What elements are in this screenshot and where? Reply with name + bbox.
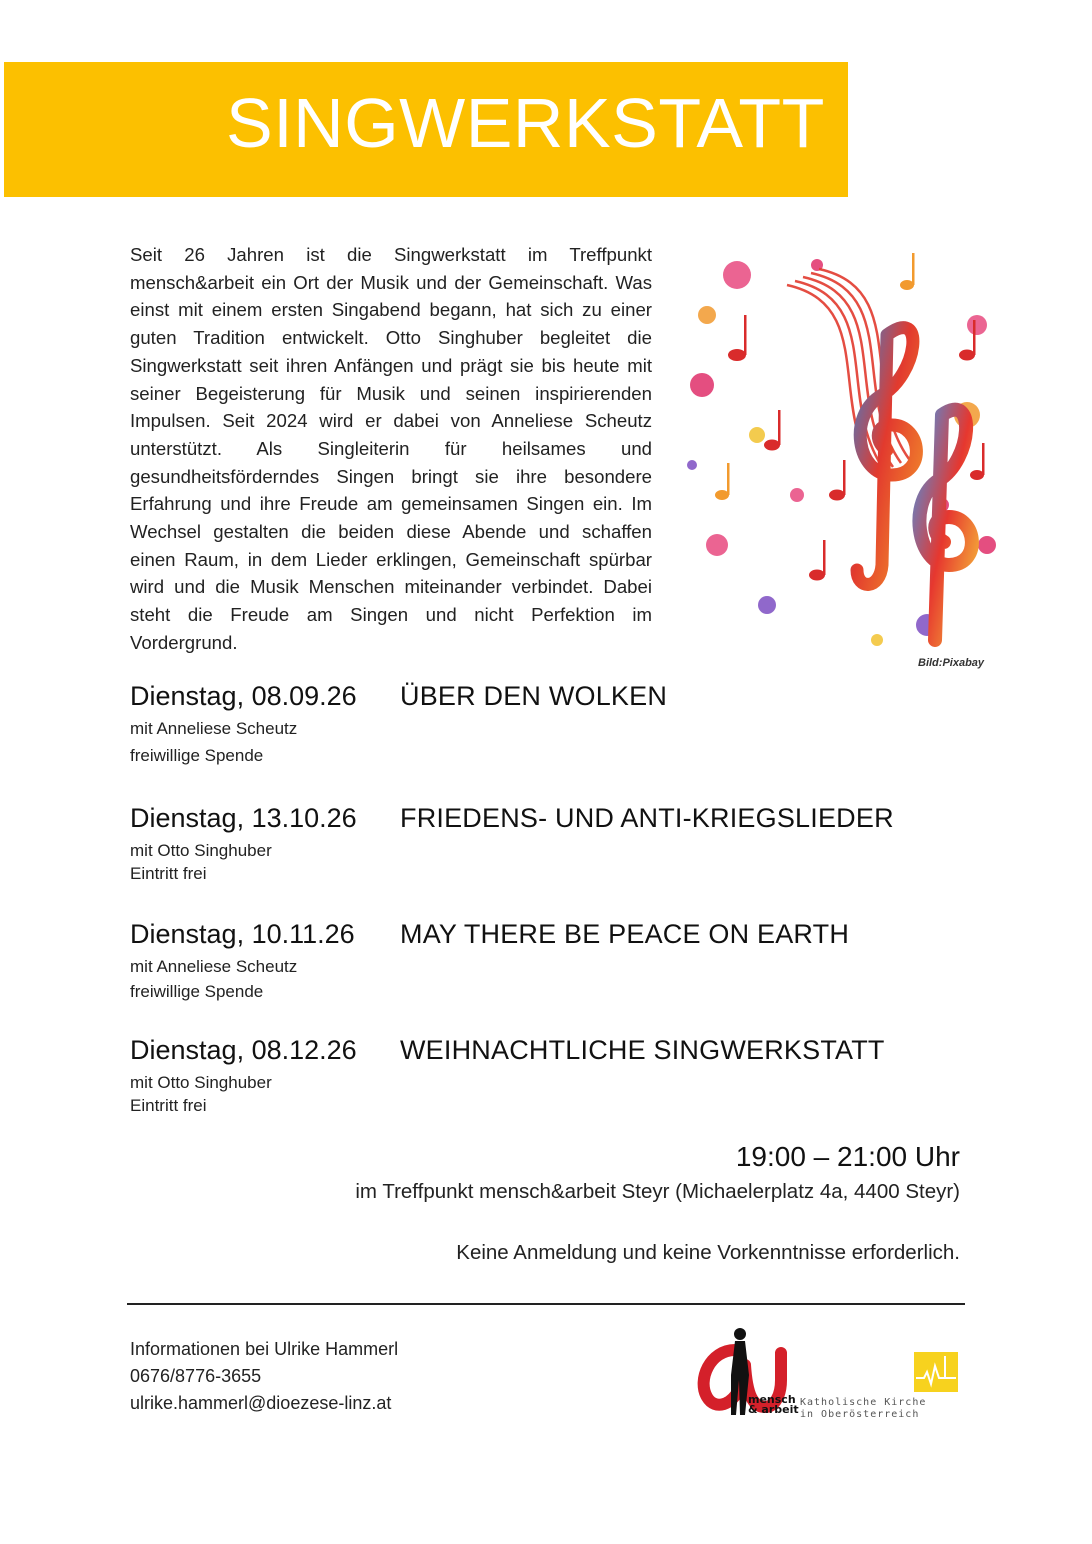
event-leader: mit Anneliese Scheutz (130, 957, 298, 976)
divider (127, 1303, 965, 1305)
page-title: SINGWERKSTATT (226, 84, 825, 162)
event-item (130, 1035, 990, 1116)
event-date: Dienstag, 10.11.26 (130, 919, 355, 949)
image-credit: Bild:Pixabay (918, 657, 985, 669)
event-fee: Eintritt frei (130, 1096, 207, 1115)
event-date: Dienstag, 13.10.26 (130, 803, 357, 833)
event-title: ÜBER DEN WOLKEN (400, 681, 668, 711)
treble-clef-music-notes-illustration (677, 245, 999, 650)
event-item (130, 803, 990, 884)
katholische-kirche-logo (914, 1352, 958, 1392)
event-fee: freiwillige Spende (130, 982, 264, 1001)
event-time: 19:00 – 21:00 Uhr (735, 1141, 960, 1172)
event-leader: mit Otto Singhuber (130, 1073, 272, 1092)
mensch-arbeit-wordmark: mensch & arbeit (748, 1393, 799, 1416)
event-leader: mit Anneliese Scheutz (130, 719, 298, 738)
contact-email[interactable]: ulrike.hammerl@dioezese-linz.at (130, 1393, 392, 1413)
event-title: MAY THERE BE PEACE ON EARTH (400, 919, 850, 949)
event-date: Dienstag, 08.12.26 (130, 1035, 357, 1065)
event-title: FRIEDENS- UND ANTI-KRIEGSLIEDER (400, 803, 894, 833)
event-title: WEIHNACHTLICHE SINGWERKSTATT (400, 1035, 885, 1065)
event-fee: Eintritt frei (130, 864, 207, 883)
event-leader: mit Otto Singhuber (130, 841, 272, 860)
contact-phone: 0676/8776-3655 (130, 1366, 262, 1386)
contact-block (130, 1336, 398, 1417)
contact-label: Informationen bei Ulrike Hammerl (130, 1339, 399, 1359)
event-item (130, 919, 990, 1002)
registration-note: Keine Anmeldung und keine Vorkenntnisse erforderlich. (456, 1241, 960, 1264)
event-fee: freiwillige Spende (130, 746, 264, 765)
event-venue: im Treffpunkt mensch&arbeit Steyr (Michaelerplatz 4a, 4400 Steyr) (355, 1180, 960, 1203)
katholische-kirche-wordmark: Katholische Kirche in Oberösterreich (800, 1397, 927, 1420)
event-item (130, 681, 990, 766)
intro-paragraph: Seit 26 Jahren ist die Singwerkstatt im Treffpunkt mensch&arbeit ein Ort der Musik und der Gemeinschaft. Was einst mit einem ersten Singabend begann, hat sich zu einer guten Tradition entwickelt. Otto Singhuber begleitet die Singwerkstatt seit ihren Anfängen und prägt sie bis heute mit seiner Begeisterung für Musik und seinen inspirierenden Impulsen. Seit 2024 wird er dabei von Anneliese Scheutz unterstützt. Als Singleiterin für heilsames und gesundheitsförderndes Singen bringt sie ihre besondere Erfahrung und ihre Freude am gemeinsamen Singen ein. Im Wechsel gestalten die beiden diese Abende und schaffen einen Raum, in dem Lieder erklingen, Gemeinschaft spürbar wird und die Musik Menschen miteinander verbindet. Dabei steht die Freude am Singen und nicht Perfektion im Vordergrund. (130, 244, 652, 653)
event-date: Dienstag, 08.09.26 (130, 681, 357, 711)
